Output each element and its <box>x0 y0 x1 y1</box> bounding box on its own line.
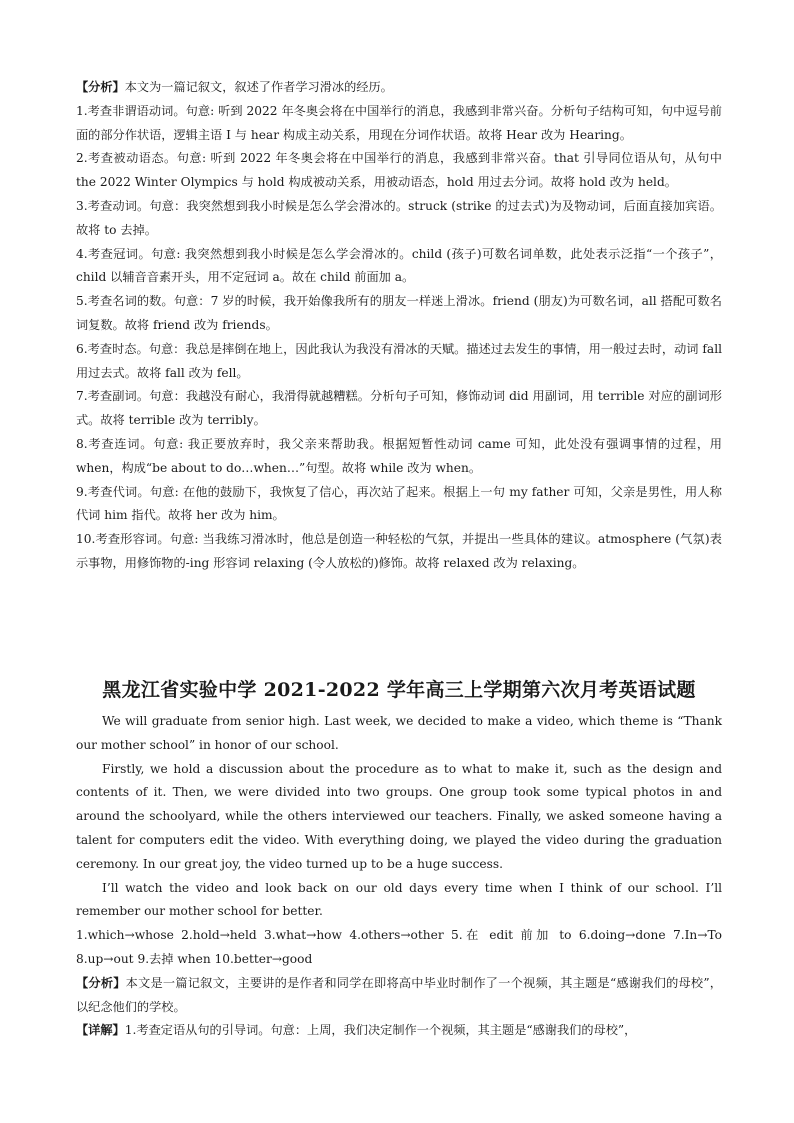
analysis-item-5: 5.考查名词的数。句意：7 岁的时候，我开始像我所有的朋友一样迷上滑冰。friend (朋友)为可数名词，all 搭配可数名词复数。故将 friend 改为 friends。 <box>76 294 722 332</box>
analysis-item-2: 2.考查被动语态。句意: 听到 2022 年冬奥会将在中国举行的消息，我感到非常兴奋。that 引导同位语从句，从句中 the 2022 Winter Olympics 与 hold 构成被动关系，用被动语态，hold 用过去分词。故将 hold 改为 held。 <box>76 151 722 190</box>
analysis-item-10: 10.考查形容词。句意: 当我练习滑冰时，他总是创造一种轻松的气氛，并提出一些具体的建议。atmosphere (气氛)表示事物，用修饰物的-ing 形容词 relaxing (令人放松的)修饰。故将 relaxed 改为 relaxing。 <box>76 532 722 570</box>
analysis-item-7: 7.考查副词。句意：我越没有耐心，我滑得就越糟糕。分析句子可知，修饰动词 did 用副词，用 terrible 对应的副词形式。故将 terrible 改为 terribly。 <box>76 389 722 428</box>
analysis-item-1: 1.考查非谓语动词。句意: 听到 2022 年冬奥会将在中国举行的消息，我感到非常兴奋。分析句子结构可知，句中逗号前面的部分作状语，逻辑主语 I 与 hear 构成主动关系，用现在分词作状语。故将 Hear 改为 Hearing。 <box>76 103 722 142</box>
detail-heading: 【详解】 <box>76 1023 125 1038</box>
essay-section <box>76 710 722 1043</box>
analysis-summary: 本文为一篇记叙文，叙述了作者学习滑冰的经历。 <box>124 80 393 94</box>
analysis-section-1 <box>76 76 722 576</box>
analysis-text-2: 本文是一篇记叙文，主要讲的是作者和同学在即将高中毕业时制作了一个视频，其主题是“感谢我们的母校”，以纪念他们的学校。 <box>76 975 722 1014</box>
analysis-item-6: 6.考查时态。句意：我总是摔倒在地上，因此我认为我没有滑冰的天赋。描述过去发生的事情，用一般过去时，动词 fall 用过去式。故将 fall 改为 fell。 <box>76 341 722 380</box>
answer-key: 1.which→whose 2.hold→held 3.what→how 4.others→other 5.在 edit 前加 to 6.doing→done 7.In→To 8.up→out 9.去掉 when 10.better→good <box>76 928 722 966</box>
essay-paragraph-1: We will graduate from senior high. Last week, we decided to make a video, which theme is “Thank our mother school” in honor of our school. <box>76 714 722 752</box>
analysis-heading: 【分析】 <box>76 80 125 94</box>
analysis-item-8: 8.考查连词。句意: 我正要放弃时，我父亲来帮助我。根据短暂性动词 came 可知，此处没有强调事情的过程，用 when，构成“be about to do…when…”句型。故将 while 改为 when。 <box>76 436 722 475</box>
analysis-paragraph-2 <box>76 972 722 1020</box>
analysis-item-3: 3.考查动词。句意：我突然想到我小时候是怎么学会滑冰的。struck (strike 的过去式)为及物动词，后面直接加宾语。故将 to 去掉。 <box>76 198 722 237</box>
analysis-intro <box>76 76 722 100</box>
analysis-item-9: 9.考查代词。句意: 在他的鼓励下，我恢复了信心，再次站了起来。根据上一句 my father 可知，父亲是男性，用人称代词 him 指代。故将 her 改为 him。 <box>76 484 722 523</box>
essay-paragraph-3: I’ll watch the video and look back on our old days every time when I think of our school. I’ll remember our mother school for better. <box>76 880 722 919</box>
detail-paragraph <box>76 1019 722 1043</box>
section-title: 黑龙江省实验中学 2021-2022 学年高三上学期第六次月考英语试题 <box>102 679 696 701</box>
analysis-heading-2: 【分析】 <box>76 975 126 990</box>
essay-paragraph-2: Firstly, we hold a discussion about the procedure as to what to make it, such as the design and contents of it. Then, we were divided into two groups. One group took some typical photos in and around the schoolyard, while the others interviewed our teachers. Finally, we asked someone having a talent for computers edit the video. With everything doing, we played the video during the graduation ceremony. In our great joy, the video turned up to be a huge success. <box>76 761 722 871</box>
analysis-item-4: 4.考查冠词。句意: 我突然想到我小时候是怎么学会滑冰的。child (孩子)可数名词单数，此处表示泛指“一个孩子”，child 以辅音音素开头，用不定冠词 a。故在 child 前面加 a。 <box>76 246 722 285</box>
detail-text: 1.考查定语从句的引导词。句意：上周，我们决定制作一个视频，其主题是“感谢我们的母校”， <box>124 1023 637 1038</box>
